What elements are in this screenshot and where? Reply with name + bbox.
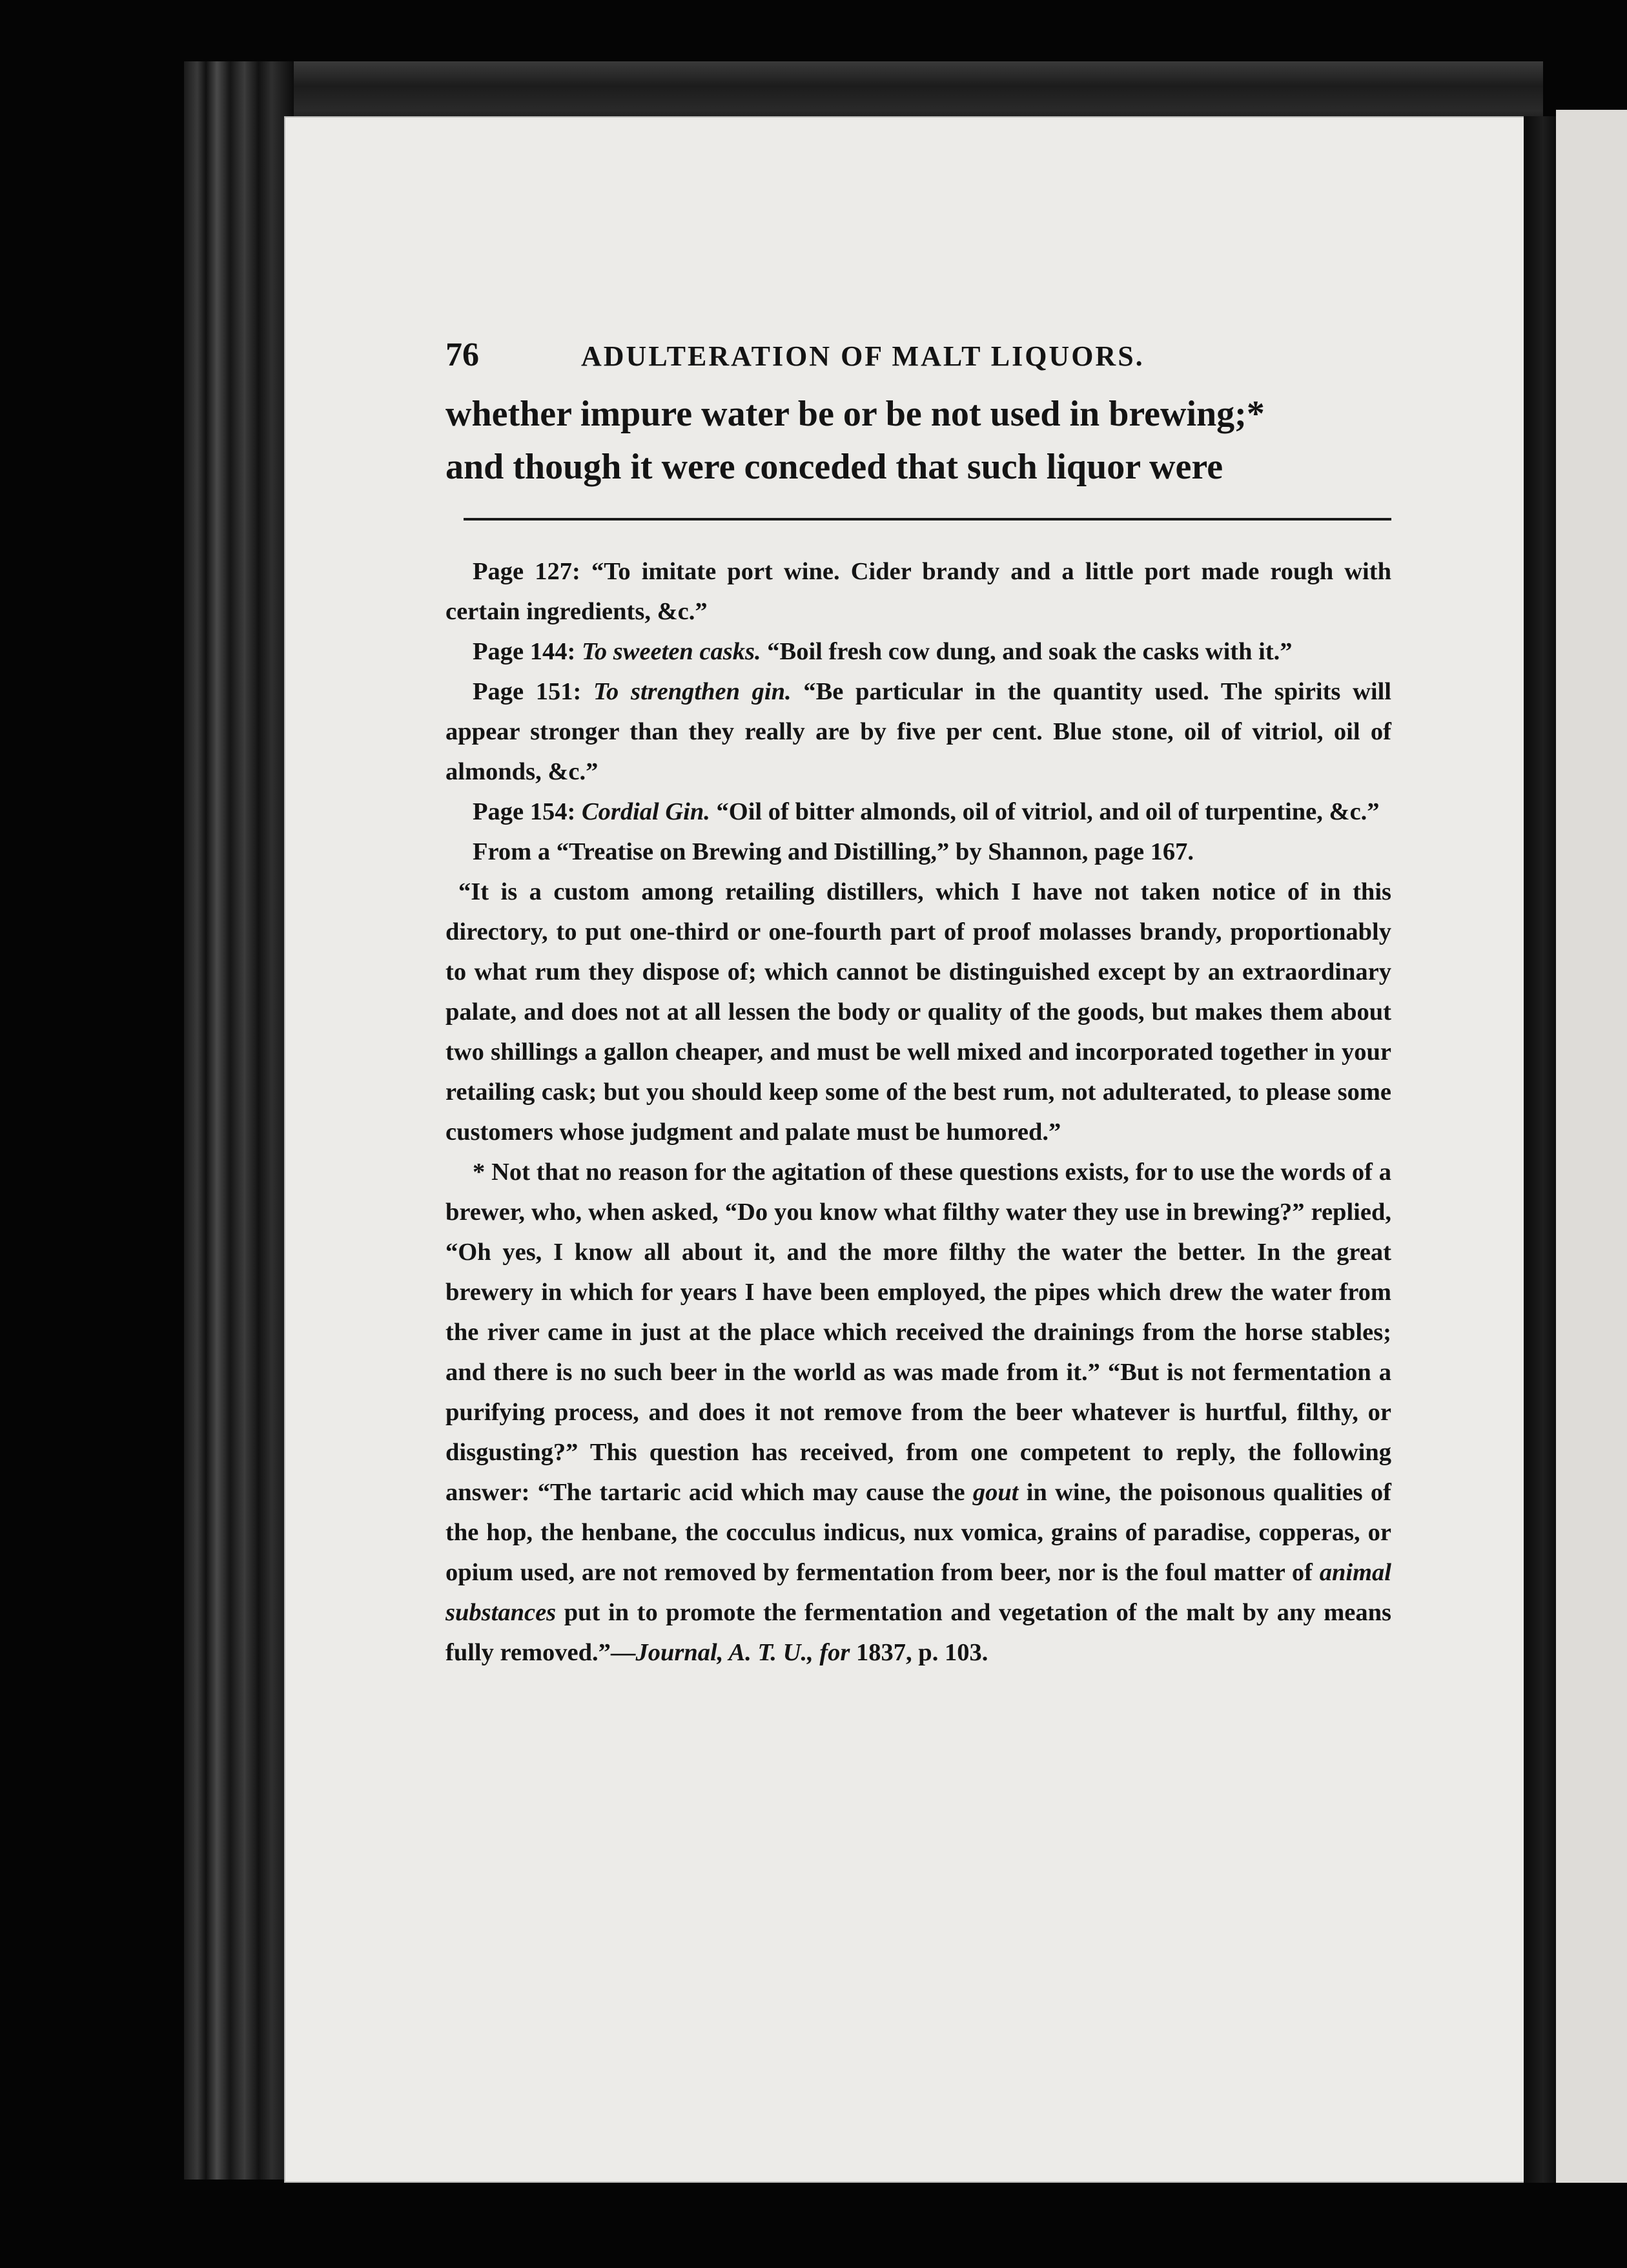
footnotes [445, 552, 1391, 1673]
page-content [445, 336, 1391, 1673]
facing-page-edge [1556, 110, 1627, 2183]
book-page-edges [184, 61, 294, 2180]
shannon-intro: From a “Treatise on Brewing and Distilling,” by Shannon, page 167. [473, 838, 1194, 865]
note-page-151 [445, 672, 1391, 792]
note-lead: Page 154: [473, 798, 582, 825]
page-header [445, 336, 1391, 387]
footnote-italic: animal substances [445, 1559, 1391, 1626]
note-text: “Oil of bitter almonds, oil of vitriol, and oil of turpentine, &c.” [710, 798, 1380, 825]
note-page-144 [445, 632, 1391, 672]
note-page-127 [445, 552, 1391, 632]
note-title: Cordial Gin. [581, 798, 710, 825]
running-head: ADULTERATION OF MALT LIQUORS. [581, 340, 1145, 372]
note-lead: Page 151: [473, 678, 594, 705]
note-lead: Page 127: [473, 558, 591, 585]
footnote-text: put in to promote the fermentation and vegetation of the malt by any means fully removed.”— [445, 1599, 1391, 1666]
note-lead: Page 144: [473, 638, 582, 665]
main-text-line-1: whether impure water be or be not used in brewing;* [445, 394, 1265, 434]
note-text: “Be particular in the quantity used. The spirits will appear stronger than they really are by five per cent. Blue stone, oil of vitriol, oil of almonds, &c.” [445, 678, 1391, 785]
footnote-text: in wine, the poisonous qualities of the hop, the henbane, the cocculus indicus, nux vomica, grains of paradise, copperas, or opium used, are not removed by fermentation from beer, nor is the foul matter of [445, 1479, 1391, 1586]
footnote-citation: Journal, A. T. U., for [635, 1639, 850, 1666]
page-number: 76 [445, 336, 479, 373]
shannon-quote: “It is a custom among retailing distillers, which I have not taken notice of in this directory, to put one-third or one-fourth part of proof molasses brandy, proportionably to what rum they dispose of; which cannot be distinguished except by an extraordinary palate, and does not at all lessen the body or quality of the goods, but makes them about two shillings a gallon cheaper, and must be well mixed and incorporated together in your retailing cask; but you should keep some of the best rum, not adulterated, to please some customers whose judgment and palate must be humored.” [445, 878, 1391, 1146]
note-text: “To imitate port wine. Cider brandy and a little port made rough with certain ingredients, &c.” [445, 558, 1391, 625]
asterisk-footnote [445, 1152, 1391, 1673]
note-page-154 [445, 792, 1391, 832]
note-title: To sweeten casks. [581, 638, 761, 665]
footnote-citation-end: 1837, p. 103. [850, 1639, 988, 1666]
footnote-rule [464, 518, 1391, 521]
footnote-text: * Not that no reason for the agitation of these questions exists, for to use the words of a brewer, who, when asked, “Do you know what filthy water they use in brewing?” replied, “Oh yes, I know all about it, and the more filthy the water the better. In the great brewery in which for years I have been employed, the pipes which drew the water from the river came in just at the place which received the drainings from the horse stables; and there is no such beer in the world as was made from it.” “But is not fermentation a purifying process, and does it not remove from the beer whatever is hurtful, filthy, or disgusting?” This question has received, from one competent to reply, the following answer: “The tartaric acid which may cause the [445, 1159, 1391, 1506]
note-text: “Boil fresh cow dung, and soak the casks with it.” [761, 638, 1293, 665]
main-text-line-2: and though it were conceded that such liquor were [445, 447, 1223, 487]
footnote-italic: gout [972, 1479, 1019, 1506]
main-text [445, 387, 1391, 493]
note-title: To strengthen gin. [593, 678, 792, 705]
